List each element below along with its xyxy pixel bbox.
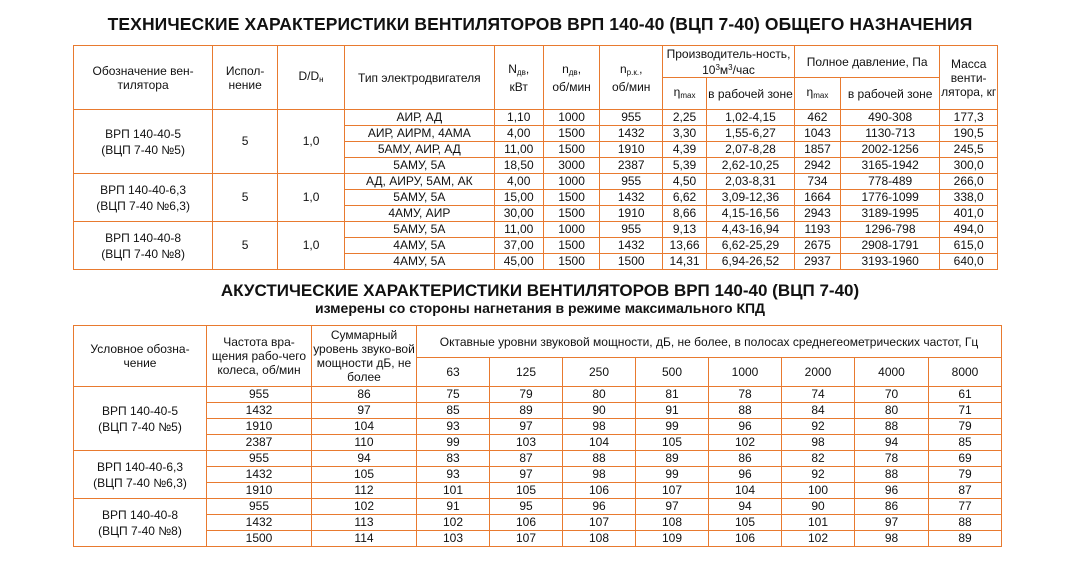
octave-level: 89 [929, 531, 1002, 547]
octave-level: 102 [782, 531, 855, 547]
octave-level: 79 [490, 387, 563, 403]
octave-level: 93 [417, 467, 490, 483]
total-sound-level: 86 [312, 387, 417, 403]
octave-level: 96 [855, 483, 929, 499]
band-header: 125 [490, 358, 563, 387]
octave-level: 80 [855, 403, 929, 419]
octave-level: 99 [417, 435, 490, 451]
header-designation: Обозначение вен-тилятора [74, 46, 213, 110]
motor-rpm: 1000 [543, 222, 600, 238]
octave-level: 101 [782, 515, 855, 531]
eta-main: η [673, 84, 681, 99]
rpm-main: n [562, 61, 569, 76]
motor-rpm: 1000 [543, 174, 600, 190]
impeller-rpm: 2387 [600, 158, 663, 174]
fan-mass: 190,5 [940, 126, 998, 142]
fan-mass: 494,0 [940, 222, 998, 238]
rpm-sub: дв [568, 67, 578, 77]
capacity-max: 3,30 [663, 126, 707, 142]
pressure-zone: 1776-1099 [840, 190, 939, 206]
octave-level: 94 [709, 499, 782, 515]
rotation-frequency: 955 [207, 499, 312, 515]
fan-mass: 266,0 [940, 174, 998, 190]
pressure-zone: 1296-798 [840, 222, 939, 238]
capacity-a: Производитель-ность, 10 [666, 46, 791, 77]
tech-table [73, 45, 998, 270]
header-rk: $n_{р.к.}$, об/мин [600, 46, 663, 110]
fan-mass: 338,0 [940, 190, 998, 206]
octave-level: 85 [417, 403, 490, 419]
octave-level: 97 [636, 499, 709, 515]
octave-level: 78 [855, 451, 929, 467]
rotation-frequency: 1432 [207, 403, 312, 419]
motor-power: 30,00 [494, 206, 543, 222]
fan-version: 5 [213, 174, 278, 222]
impeller-rpm: 955 [600, 174, 663, 190]
total-sound-level: 112 [312, 483, 417, 499]
table-row [74, 174, 998, 190]
octave-level: 95 [490, 499, 563, 515]
fan-alt-name: (ВЦП 7-40 №5) [98, 419, 182, 434]
rotation-frequency: 1910 [207, 483, 312, 499]
octave-level: 103 [490, 435, 563, 451]
octave-level: 96 [709, 419, 782, 435]
octave-level: 99 [636, 467, 709, 483]
octave-level: 107 [490, 531, 563, 547]
octave-level: 89 [490, 403, 563, 419]
motor-power: 1,10 [494, 110, 543, 126]
table-row [74, 110, 998, 126]
total-sound-level: 97 [312, 403, 417, 419]
fan-alt-name: (ВЦП 7-40 №8) [98, 523, 182, 538]
acoustic-table [73, 325, 1002, 547]
capacity-zone: 6,94-26,52 [707, 254, 795, 270]
fan-mass: 401,0 [940, 206, 998, 222]
motor-power: 15,00 [494, 190, 543, 206]
octave-level: 61 [929, 387, 1002, 403]
capacity-max: 13,66 [663, 238, 707, 254]
octave-level: 100 [782, 483, 855, 499]
octave-level: 96 [709, 467, 782, 483]
impeller-rpm: 955 [600, 110, 663, 126]
table-row [74, 222, 998, 238]
capacity-c: /час [732, 62, 755, 77]
n-sub: дв [516, 67, 526, 77]
octave-level: 79 [929, 419, 1002, 435]
ac-header-designation: Условное обозна-чение [74, 326, 207, 387]
motor-type: 5АМУ, АИР, АД [345, 142, 495, 158]
fan-name: ВРП 140-40-5 [101, 403, 178, 418]
octave-level: 97 [855, 515, 929, 531]
acoustic-subtitle: измерены со стороны нагнетания в режиме максимального КПД [314, 300, 766, 316]
fan-alt-name: (ВЦП 7-40 №8) [101, 246, 185, 261]
fan-designation [74, 499, 207, 547]
total-sound-level: 105 [312, 467, 417, 483]
rk-sub: р.к. [626, 67, 640, 77]
pressure-zone: 3193-1960 [840, 254, 939, 270]
octave-level: 106 [490, 515, 563, 531]
capacity-max: 5,39 [663, 158, 707, 174]
octave-level: 92 [782, 467, 855, 483]
pressure-zone: 3189-1995 [840, 206, 939, 222]
pressure-zone: 3165-1942 [840, 158, 939, 174]
octave-level: 98 [563, 467, 636, 483]
octave-level: 91 [417, 499, 490, 515]
motor-rpm: 1500 [543, 142, 600, 158]
capacity-zone: 1,55-6,27 [707, 126, 795, 142]
n-unit: кВт [509, 79, 528, 94]
octave-level: 90 [563, 403, 636, 419]
octave-level: 80 [563, 387, 636, 403]
impeller-rpm: 1432 [600, 190, 663, 206]
octave-level: 103 [417, 531, 490, 547]
octave-level: 83 [417, 451, 490, 467]
octave-level: 105 [636, 435, 709, 451]
band-header: 4000 [855, 358, 929, 387]
octave-level: 99 [636, 419, 709, 435]
motor-rpm: 1000 [543, 110, 600, 126]
octave-level: 69 [929, 451, 1002, 467]
capacity-max: 2,25 [663, 110, 707, 126]
motor-type: 5АМУ, 5А [345, 190, 495, 206]
fan-name: ВРП 140-40-5 [105, 126, 182, 141]
header-work-zone-2: в рабочей зоне [840, 78, 939, 110]
motor-power: 18,50 [494, 158, 543, 174]
fan-designation [74, 222, 213, 270]
motor-power: 11,00 [494, 142, 543, 158]
table-row [74, 499, 1002, 515]
motor-type: АИР, АИРМ, 4АМА [345, 126, 495, 142]
fan-designation [74, 451, 207, 499]
motor-power: 45,00 [494, 254, 543, 270]
table-row [74, 387, 1002, 403]
fan-name: ВРП 140-40-6,3 [96, 459, 183, 474]
ac-header-total: Суммарный уровень звуко-вой мощности дБ, не более [312, 326, 417, 387]
fan-designation [74, 174, 213, 222]
header-eta-2 [794, 78, 840, 110]
total-sound-level: 94 [312, 451, 417, 467]
eta2-main: η [806, 84, 814, 99]
dd-main: D/D [298, 68, 320, 83]
capacity-zone: 2,03-8,31 [707, 174, 795, 190]
capacity-max: 9,13 [663, 222, 707, 238]
rotation-frequency: 1432 [207, 515, 312, 531]
fan-alt-name: (ВЦП 7-40 №6,3) [93, 475, 187, 490]
fan-dd: 1,0 [278, 110, 345, 174]
capacity-max: 8,66 [663, 206, 707, 222]
octave-level: 92 [782, 419, 855, 435]
header-mass: Масса венти-лятора, кг [940, 46, 998, 110]
capacity-zone: 4,43-16,94 [707, 222, 795, 238]
motor-rpm: 3000 [543, 158, 600, 174]
header-capacity [663, 46, 795, 78]
octave-level: 104 [709, 483, 782, 499]
motor-rpm: 1500 [543, 126, 600, 142]
octave-level: 88 [855, 467, 929, 483]
fan-mass: 245,5 [940, 142, 998, 158]
pressure-zone: 778-489 [840, 174, 939, 190]
octave-level: 97 [490, 467, 563, 483]
capacity-b: м [719, 62, 729, 77]
octave-level: 87 [490, 451, 563, 467]
band-header: 63 [417, 358, 490, 387]
motor-type: АД, АИРУ, 5АМ, АК [345, 174, 495, 190]
motor-type: 5АМУ, 5А [345, 158, 495, 174]
capacity-zone: 3,09-12,36 [707, 190, 795, 206]
total-sound-level: 113 [312, 515, 417, 531]
pressure-max: 1857 [794, 142, 840, 158]
ac-header-octave: Октавные уровни звуковой мощности, дБ, не более, в полосах среднегеометрических частот, Гц [417, 326, 1002, 358]
motor-power: 37,00 [494, 238, 543, 254]
eta-sub: max [680, 90, 696, 100]
pressure-max: 462 [794, 110, 840, 126]
pressure-zone: 2908-1791 [840, 238, 939, 254]
octave-level: 98 [855, 531, 929, 547]
table-row [74, 403, 1002, 419]
octave-level: 91 [636, 403, 709, 419]
capacity-zone: 6,62-25,29 [707, 238, 795, 254]
band-header: 500 [636, 358, 709, 387]
capacity-zone: 2,07-8,28 [707, 142, 795, 158]
pressure-max: 1664 [794, 190, 840, 206]
octave-level: 93 [417, 419, 490, 435]
octave-level: 98 [563, 419, 636, 435]
motor-rpm: 1500 [543, 254, 600, 270]
header-power: $N_{дв}$, кВт [494, 46, 543, 110]
pressure-max: 2943 [794, 206, 840, 222]
header-version: Испол-нение [213, 46, 278, 110]
octave-level: 107 [563, 515, 636, 531]
octave-level: 94 [855, 435, 929, 451]
motor-type: 4АМУ, 5А [345, 254, 495, 270]
octave-level: 70 [855, 387, 929, 403]
dd-sub: н [319, 74, 324, 84]
fan-designation [74, 387, 207, 451]
octave-level: 87 [929, 483, 1002, 499]
octave-level: 85 [929, 435, 1002, 451]
fan-version: 5 [213, 222, 278, 270]
tech-title: ТЕХНИЧЕСКИЕ ХАРАКТЕРИСТИКИ ВЕНТИЛЯТОРОВ ВРП 140-40 (ВЦП 7-40) ОБЩЕГО НАЗНАЧЕНИЯ [107, 14, 973, 34]
total-sound-level: 114 [312, 531, 417, 547]
impeller-rpm: 1910 [600, 206, 663, 222]
octave-level: 82 [782, 451, 855, 467]
band-header: 2000 [782, 358, 855, 387]
capacity-max: 14,31 [663, 254, 707, 270]
header-eta [663, 78, 707, 110]
octave-level: 89 [636, 451, 709, 467]
motor-rpm: 1500 [543, 206, 600, 222]
total-sound-level: 102 [312, 499, 417, 515]
motor-type: 4АМУ, АИР [345, 206, 495, 222]
rotation-frequency: 955 [207, 387, 312, 403]
octave-level: 71 [929, 403, 1002, 419]
octave-level: 77 [929, 499, 1002, 515]
motor-type: 4АМУ, 5А [345, 238, 495, 254]
octave-level: 108 [636, 515, 709, 531]
eta2-sub: max [813, 90, 829, 100]
pressure-max: 1193 [794, 222, 840, 238]
impeller-rpm: 1432 [600, 126, 663, 142]
pressure-max: 2937 [794, 254, 840, 270]
capacity-zone: 2,62-10,25 [707, 158, 795, 174]
octave-level: 79 [929, 467, 1002, 483]
motor-rpm: 1500 [543, 190, 600, 206]
octave-level: 88 [563, 451, 636, 467]
capacity-max: 6,62 [663, 190, 707, 206]
octave-level: 104 [563, 435, 636, 451]
motor-rpm: 1500 [543, 238, 600, 254]
octave-level: 97 [490, 419, 563, 435]
fan-mass: 615,0 [940, 238, 998, 254]
fan-name: ВРП 140-40-8 [105, 230, 182, 245]
octave-level: 88 [929, 515, 1002, 531]
octave-level: 106 [563, 483, 636, 499]
octave-level: 78 [709, 387, 782, 403]
octave-level: 90 [782, 499, 855, 515]
capacity-sup2: 3 [728, 62, 733, 72]
fan-name: ВРП 140-40-6,3 [100, 182, 187, 197]
total-sound-level: 110 [312, 435, 417, 451]
impeller-rpm: 1432 [600, 238, 663, 254]
octave-level: 105 [709, 515, 782, 531]
ac-header-freq: Частота вра-щения рабо-чего колеса, об/мин [207, 326, 312, 387]
fan-mass: 640,0 [940, 254, 998, 270]
octave-level: 86 [855, 499, 929, 515]
octave-level: 81 [636, 387, 709, 403]
capacity-zone: 1,02-4,15 [707, 110, 795, 126]
fan-name: ВРП 140-40-8 [101, 507, 178, 522]
octave-level: 88 [709, 403, 782, 419]
band-header: 250 [563, 358, 636, 387]
capacity-sup: 3 [715, 62, 720, 72]
pressure-max: 734 [794, 174, 840, 190]
fan-dd: 1,0 [278, 222, 345, 270]
pressure-max: 1043 [794, 126, 840, 142]
table-row [74, 483, 1002, 499]
motor-type: 5АМУ, 5А [345, 222, 495, 238]
octave-level: 88 [855, 419, 929, 435]
pressure-max: 2675 [794, 238, 840, 254]
capacity-zone: 4,15-16,56 [707, 206, 795, 222]
octave-level: 102 [709, 435, 782, 451]
octave-level: 101 [417, 483, 490, 499]
rotation-frequency: 1500 [207, 531, 312, 547]
fan-dd: 1,0 [278, 174, 345, 222]
pressure-zone: 2002-1256 [840, 142, 939, 158]
fan-mass: 177,3 [940, 110, 998, 126]
octave-level: 109 [636, 531, 709, 547]
fan-designation [74, 110, 213, 174]
rpm-unit: об/мин [552, 79, 591, 94]
octave-level: 86 [709, 451, 782, 467]
fan-mass: 300,0 [940, 158, 998, 174]
table-row [74, 419, 1002, 435]
header-rpm: $n_{дв}$, об/мин [543, 46, 600, 110]
header-pressure: Полное давление, Па [794, 46, 939, 78]
pressure-zone: 490-308 [840, 110, 939, 126]
octave-level: 84 [782, 403, 855, 419]
motor-power: 4,00 [494, 126, 543, 142]
capacity-max: 4,50 [663, 174, 707, 190]
octave-level: 106 [709, 531, 782, 547]
band-header: 8000 [929, 358, 1002, 387]
tech-table-body [74, 110, 998, 270]
table-row [74, 515, 1002, 531]
rotation-frequency: 1910 [207, 419, 312, 435]
header-motor: Тип электродвигателя [345, 46, 495, 110]
octave-level: 102 [417, 515, 490, 531]
octave-level: 107 [636, 483, 709, 499]
n-main: N [508, 61, 517, 76]
header-dd [278, 46, 345, 110]
band-header: 1000 [709, 358, 782, 387]
table-row [74, 435, 1002, 451]
octave-level: 75 [417, 387, 490, 403]
rotation-frequency: 2387 [207, 435, 312, 451]
rk-unit: об/мин [611, 79, 651, 94]
fan-version: 5 [213, 110, 278, 174]
header-work-zone: в рабочей зоне [707, 78, 795, 110]
pressure-zone: 1130-713 [840, 126, 939, 142]
octave-level: 108 [563, 531, 636, 547]
pressure-max: 2942 [794, 158, 840, 174]
octave-level: 96 [563, 499, 636, 515]
impeller-rpm: 955 [600, 222, 663, 238]
motor-power: 4,00 [494, 174, 543, 190]
octave-level: 98 [782, 435, 855, 451]
rk-main: n [619, 61, 627, 76]
total-sound-level: 104 [312, 419, 417, 435]
table-row [74, 467, 1002, 483]
motor-type: АИР, АД [345, 110, 495, 126]
capacity-max: 4,39 [663, 142, 707, 158]
octave-level: 74 [782, 387, 855, 403]
rotation-frequency: 955 [207, 451, 312, 467]
fan-alt-name: (ВЦП 7-40 №5) [101, 142, 185, 157]
impeller-rpm: 1500 [600, 254, 663, 270]
octave-level: 105 [490, 483, 563, 499]
table-row [74, 531, 1002, 547]
fan-alt-name: (ВЦП 7-40 №6,3) [96, 198, 190, 213]
motor-power: 11,00 [494, 222, 543, 238]
impeller-rpm: 1910 [600, 142, 663, 158]
rotation-frequency: 1432 [207, 467, 312, 483]
table-row [74, 451, 1002, 467]
acoustic-table-body [74, 387, 1002, 547]
acoustic-title: АКУСТИЧЕСКИЕ ХАРАКТЕРИСТИКИ ВЕНТИЛЯТОРОВ ВРП 140-40 (ВЦП 7-40) [220, 281, 860, 300]
